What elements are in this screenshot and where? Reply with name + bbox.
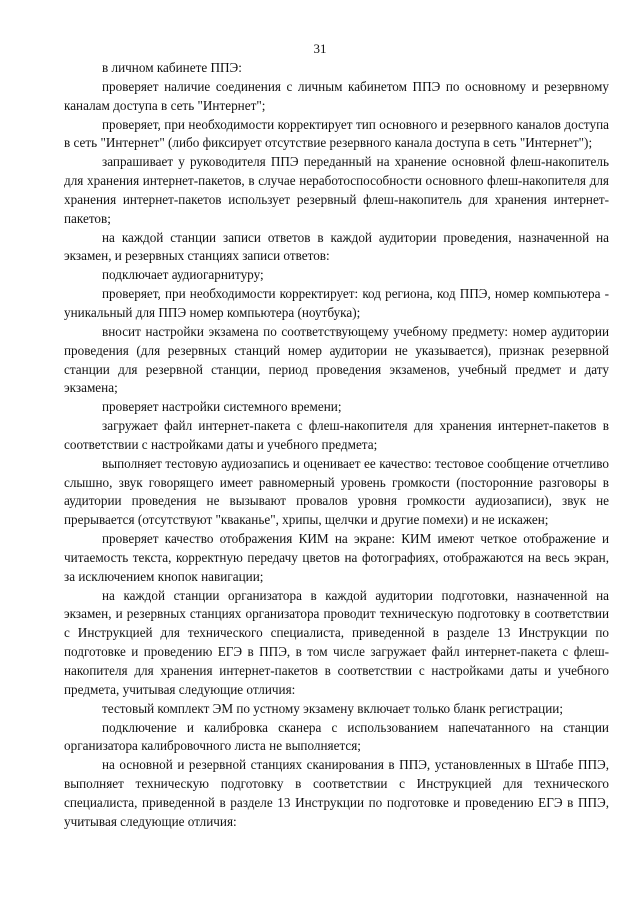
paragraph: в личном кабинете ППЭ: [102, 60, 242, 75]
paragraph: проверяет настройки системного времени; [102, 399, 342, 415]
paragraph: тестовый комплект ЭМ по устному экзамену включает только бланк регистрации; [102, 700, 563, 716]
paragraph: выполняет тестовую аудиозапись и оценивает ее качество: тестовое сообщение отчетливо слышно, звук говорящего имеет равномерный уровень громкости (посторонние разговоры в аудитории проведения не вызывают провалов уровня громкости аудиозаписи), звук не прерывается (отсутствуют "кваканье", хрипы, щелчки и другие помехи) и не искажен; [64, 455, 609, 528]
paragraph: подключение и калибровка сканера с использованием напечатанного на станции организатора калибровочного листа не выполняется; [64, 719, 609, 754]
paragraph: загружает файл интернет-пакета с флеш-накопителя для хранения интернет-пакетов в соответствии с настройками даты и учебного предмета; [64, 418, 609, 452]
paragraph: проверяет, при необходимости корректирует тип основного и резервного каналов доступа в сеть "Интернет" (либо фиксирует отсутствие резервного канала доступа в сеть "Интернет"); [64, 116, 609, 151]
paragraph: подключает аудиогарнитуру; [102, 267, 264, 283]
paragraph: на каждой станции организатора в каждой аудитории подготовки, назначенной на экзамен, и резервных станциях организатора проводит техническую подготовку в соответствии с Инструкцией для технического специалиста, приведенной в разделе 13 Инструкции по подготовке и проведению ЕГЭ в ППЭ, в том числе загружает файл интернет-пакета с флеш-накопителя для хранения интернет-пакетов в соответствии с настройками даты и учебного предмета, учитывая следующие отличия: [64, 587, 609, 697]
paragraph: проверяет, при необходимости корректирует: код региона, код ППЭ, номер компьютера - уникальный для ППЭ номер компьютера (ноутбука); [64, 286, 609, 320]
paragraph: на каждой станции записи ответов в каждой аудитории проведения, назначенной на экзамен, и резервных станциях записи ответов: [64, 229, 609, 264]
body-text [64, 59, 609, 832]
paragraph: проверяет наличие соединения с личным кабинетом ППЭ по основному и резервному каналам доступа в сеть "Интернет"; [64, 78, 609, 113]
paragraph: запрашивает у руководителя ППЭ переданный на хранение основной флеш-накопитель для хранения интернет-пакетов, в случае неработоспособности основного флеш-накопителя для хранения интернет-пакетов использует резервный флеш-накопитель для хранения интернет-пакетов; [64, 154, 609, 226]
paragraph: проверяет качество отображения КИМ на экране: КИМ имеют четкое отображение и читаемость текста, корректную передачу цветов на фотографиях, отображаются на весь экран, за исключением кнопок навигации; [64, 531, 609, 584]
paragraph: вносит настройки экзамена по соответствующему учебному предмету: номер аудитории проведения (для резервных станций номер аудитории не указывается), признак резервной станции для резервной станции, период проведения экзаменов, учебный предмет и дату экзамена; [64, 323, 609, 396]
paragraph: на основной и резервной станциях сканирования в ППЭ, установленных в Штабе ППЭ, выполняет техническую подготовку в соответствии с Инструкцией для технического специалиста, приведенной в разделе 13 Инструкции по подготовке и проведению ЕГЭ в ППЭ, учитывая следующие отличия: [64, 757, 609, 829]
page-number: 31 [313, 41, 327, 56]
